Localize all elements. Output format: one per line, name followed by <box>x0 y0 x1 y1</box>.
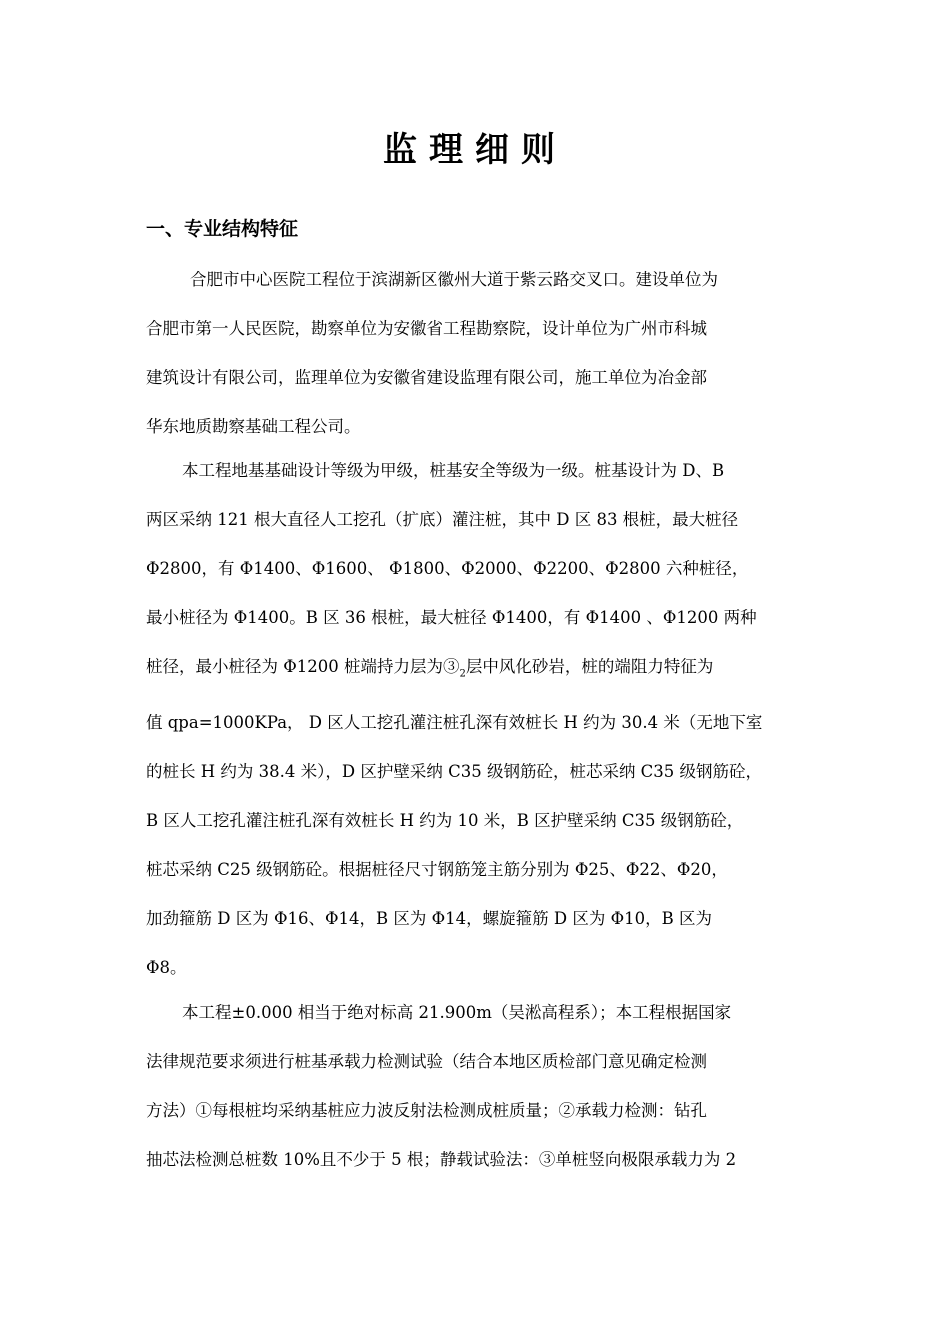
text-line: 抽芯法检测总桩数 10%且不少于 5 根；静载试验法：③单桩竖向极限承载力为 2 <box>146 1150 737 1169</box>
text-line: 合肥市第一人民医院，勘察单位为安徽省工程勘察院，设计单位为广州市科城 <box>146 319 707 338</box>
text-line: 本工程±0.000 相当于绝对标高 21.900m（吴淞高程系）；本工程根据国家 <box>182 1003 732 1022</box>
section-heading: 一、专业结构特征 <box>146 218 299 240</box>
paragraph-elevation-testing <box>146 988 808 1184</box>
paragraph-project-overview <box>146 255 808 451</box>
text-line: 两区采纳 121 根大直径人工挖孔（扩底）灌注桩，其中 D 区 83 根桩，最大桩径 <box>146 510 739 529</box>
text-line: 建筑设计有限公司，监理单位为安徽省建设监理有限公司，施工单位为冶金部 <box>146 368 707 387</box>
subscript: 2 <box>459 668 466 680</box>
text-line: 桩芯采纳 C25 级钢筋砼。根据桩径尺寸钢筋笼主筋分别为 Φ25、Φ22、Φ20， <box>146 860 728 880</box>
text-line: 加劲箍筋 D 区为 Φ16、Φ14，B 区为 Φ14，螺旋箍筋 D 区为 Φ10，B 区为 <box>146 909 713 929</box>
paragraph-pile-design <box>146 446 808 992</box>
text-line: 合肥市中心医院工程位于滨湖新区徽州大道于紫云路交叉口。建设单位为 <box>190 270 718 289</box>
text-line: B 区人工挖孔灌注桩孔深有效桩长 H 约为 10 米，B 区护壁采纳 C35 级钢筋砼， <box>146 811 744 831</box>
text-line: 法律规范要求须进行桩基承载力检测试验（结合本地区质检部门意见确定检测 <box>146 1052 707 1071</box>
text-fragment: 桩径，最小桩径为 Φ1200 桩端持力层为③ <box>146 657 460 676</box>
text-line <box>146 642 808 698</box>
text-line: 最小桩径为 Φ1400。B 区 36 根桩，最大桩径 Φ1400，有 Φ1400 、Φ1200 两种 <box>146 608 757 627</box>
text-line: Φ2800，有 Φ1400、Φ1600、 Φ1800、Φ2000、Φ2200、Φ2800 六种桩径， <box>146 559 749 578</box>
text-line: Φ8。 <box>146 958 187 978</box>
document-title: 监理细则 <box>383 130 567 170</box>
text-fragment: 层中风化砂岩，桩的端阻力特征为 <box>465 657 714 676</box>
text-line: 华东地质勘察基础工程公司。 <box>146 417 361 436</box>
text-line: 方法）①每根桩均采纳基桩应力波反射法检测成桩质量；②承载力检测：钻孔 <box>146 1101 707 1120</box>
text-line: 本工程地基基础设计等级为甲级，桩基安全等级为一级。桩基设计为 D、B <box>182 461 725 480</box>
text-line: 值 qpa=1000KPa， D 区人工挖孔灌注桩孔深有效桩长 H 约为 30.4 米（无地下室 <box>146 713 763 733</box>
text-line: 的桩长 H 约为 38.4 米），D 区护壁采纳 C35 级钢筋砼，桩芯采纳 C35 级钢筋砼， <box>146 762 763 782</box>
